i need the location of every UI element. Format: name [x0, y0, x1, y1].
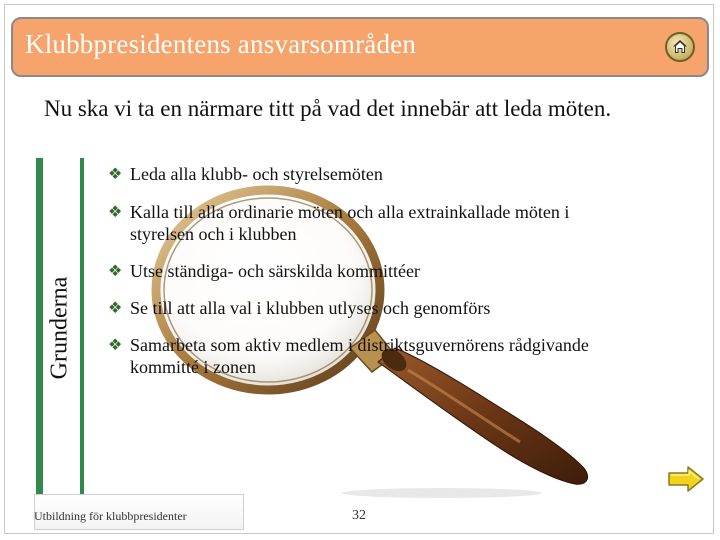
home-icon	[671, 38, 689, 56]
bullet-item	[108, 201, 600, 245]
intro-text: Nu ska vi ta en närmare titt på vad det innebär att leda möten.	[44, 96, 612, 121]
bullet-text: Leda alla klubb- och styrelsemöten	[130, 164, 383, 184]
bullet-marker-icon: ❖	[108, 166, 123, 183]
slide-title: Klubbpresidentens ansvarsområden	[25, 29, 417, 59]
title-bar	[11, 17, 709, 77]
side-label-text: Grunderna	[46, 276, 73, 380]
bullet-item	[108, 260, 628, 282]
bullet-list	[108, 163, 628, 392]
bullet-marker-icon: ❖	[108, 337, 123, 354]
bullet-item	[108, 297, 628, 319]
bullet-text: Se till att alla val i klubben utlyses och genomförs	[130, 298, 491, 318]
footer-text: Utbildning för klubbpresidenter	[34, 509, 187, 523]
page-number: 32	[352, 508, 366, 523]
bullet-marker-icon: ❖	[108, 204, 123, 221]
bullet-item	[108, 334, 610, 378]
bullet-marker-icon: ❖	[108, 263, 123, 280]
side-label	[36, 158, 84, 498]
home-button[interactable]	[665, 32, 695, 62]
bullet-text: Samarbeta som aktiv medlem i distriktsguvernörens rådgivande kommitté i zonen	[130, 335, 589, 377]
next-arrow-icon[interactable]	[666, 464, 706, 494]
bullet-text: Utse ständiga- och särskilda kommittéer	[130, 261, 420, 281]
bullet-item	[108, 163, 628, 185]
bullet-marker-icon: ❖	[108, 300, 123, 317]
bullet-text: Kalla till alla ordinarie möten och alla extrainkallade möten i styrelsen och i klubben	[130, 202, 570, 244]
